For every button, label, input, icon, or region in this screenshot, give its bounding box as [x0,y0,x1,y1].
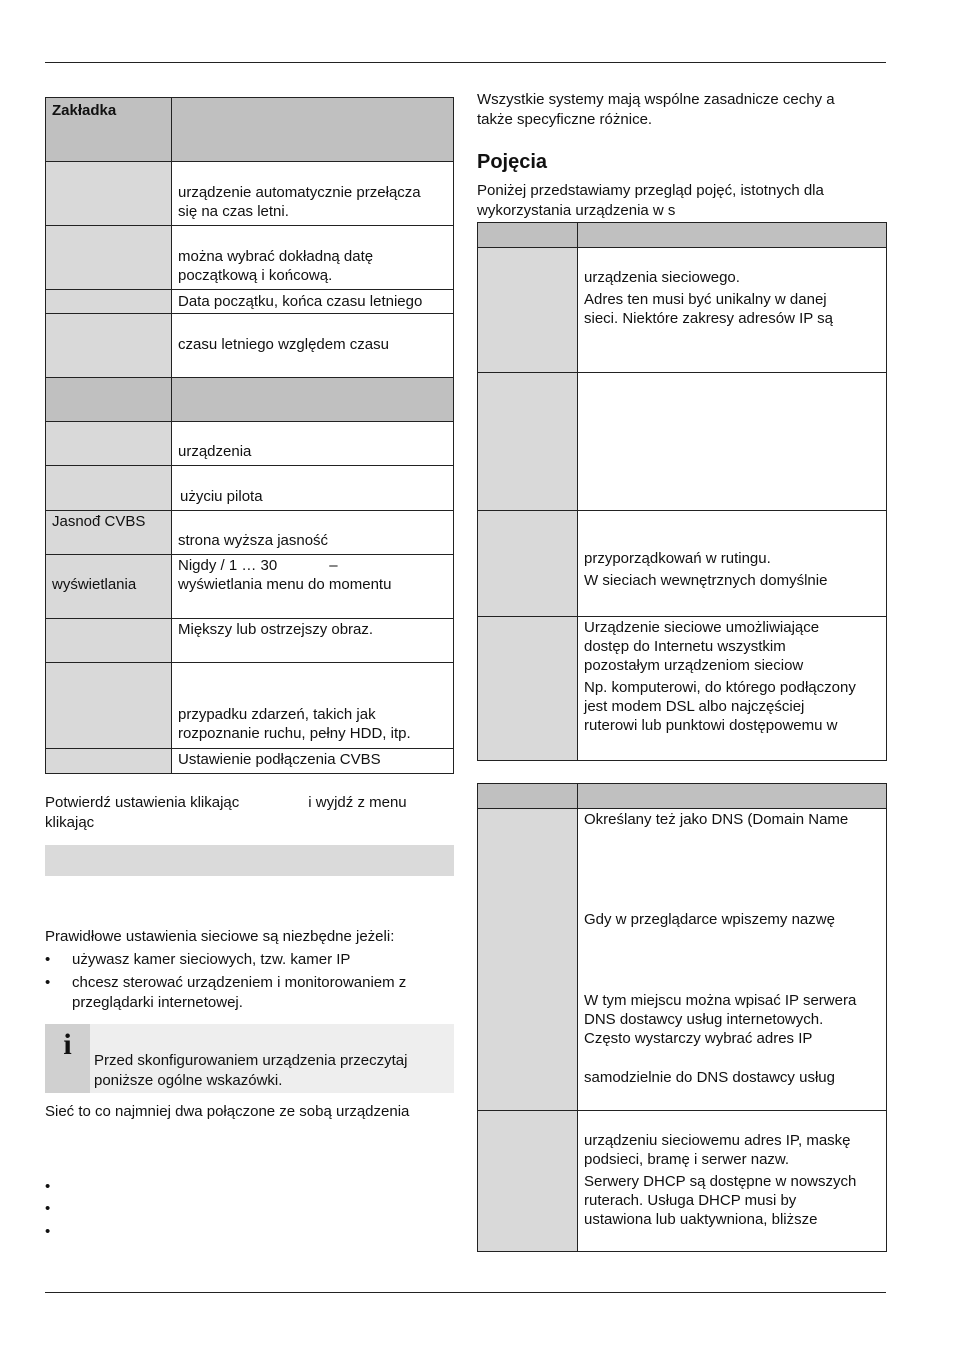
table-row-label [46,290,172,314]
settings-table [45,97,454,774]
table-section-label [46,378,172,422]
table-row-description: Określany też jako DNS (Domain Name Gdy w przeglądarce wpiszemy nazwę W tym miejscu można wpisać IP serwera DNS dostawcy usług internetowych. Często wystarczy wybrać adres IP samodzielnie do DNS dostawcy usług [578,809,887,1111]
table-row-label: wyświetlania [46,555,172,619]
table-row-value: Nigdy / 1 … 30 – wyświetlania menu do momentu [172,555,454,619]
table-row-term [478,1111,578,1252]
definitions-intro: Poniżej przedstawiamy przegląd pojęć, istotnych dla wykorzystania urządzenia w s [477,182,824,219]
table-row-value: Ustawienie podłączenia CVBS [172,749,454,774]
table-row-label: Jasnođ CVBS [46,511,172,555]
table-row-description: przyporządkowań w rutingu. W sieciach wewnętrznych domyślnie [578,511,887,617]
network-definition: Sieć to co najmniej dwa połączone ze sobą urządzenia [45,1103,410,1120]
table-header-term [478,223,578,248]
table-row-label [46,749,172,774]
confirm-text: Potwierdź ustawienia klikając i wyjdź z menu klikając [45,794,407,831]
bullet-marker: • [45,951,51,968]
table-header-description [578,223,887,248]
table-row-description: urządzenia sieciowego. Adres ten musi być unikalny w danej sieci. Niektóre zakresy adresów IP są [578,248,887,373]
list-item: używasz kamer sieciowych, tzw. kamer IP [72,951,351,968]
table-row-label [46,162,172,226]
network-intro: Prawidłowe ustawienia sieciowe są niezbędne jeżeli: [45,928,395,945]
bullet-marker: • [45,1223,51,1240]
list-item: chcesz sterować urządzeniem i monitorowaniem z przeglądarki internetowej. [72,974,407,1011]
table-row-value: przypadku zdarzeń, takich jak rozpoznanie ruchu, pełny HDD, itp. [172,663,454,749]
table-row-term [478,617,578,761]
section-heading-bar [45,845,454,876]
table-row-label [46,226,172,290]
table-row-label [46,619,172,663]
terms-table-2 [477,783,887,1252]
table-header-description [578,784,887,809]
table-row-value: strona wyższa jasność [172,511,454,555]
table-header-term [478,784,578,809]
top-rule [45,62,886,63]
table-row-description: urządzeniu sieciowemu adres IP, maskę podsieci, bramę i serwer nazw. Serwery DHCP są dostępne w nowszych ruterach. Usługa DHCP musi by ustawiona lub uaktywniona, bliższe [578,1111,887,1252]
info-text: Przed skonfigurowaniem urządzenia przeczytaj poniższe ogólne wskazówki. [94,1052,408,1089]
table-row-label [46,422,172,466]
terms-table-1 [477,222,887,761]
table-row-value: urządzenia [172,422,454,466]
table-row-value: użyciu pilota [172,466,454,511]
table-row-label [46,466,172,511]
bullet-marker: • [45,974,51,991]
table-header-tab: Zakładka [46,98,172,162]
table-row-description [578,373,887,511]
table-row-value: można wybrać dokładną datę początkową i końcową. [172,226,454,290]
info-note [45,1024,454,1093]
info-icon: i [45,1024,90,1093]
bullet-marker: • [45,1200,51,1217]
table-section-value [172,378,454,422]
table-row-description: Urządzenie sieciowe umożliwiające dostęp do Internetu wszystkim pozostałym urządzeniom sieciow Np. komputerowi, do którego podłączony jest modem DSL albo najczęściej ruterowi lub punktowi dostępowemu w [578,617,887,761]
bottom-rule [45,1292,886,1293]
table-row-term [478,248,578,373]
table-row-term [478,373,578,511]
bullet-marker: • [45,1178,51,1195]
table-header-description [172,98,454,162]
section-heading: Pojęcia [477,151,548,173]
table-row-value: urządzenie automatycznie przełącza się na czas letni. [172,162,454,226]
table-row-term [478,809,578,1111]
table-row-term [478,511,578,617]
intro-paragraph: Wszystkie systemy mają wspólne zasadnicze cechy a także specyficzne różnice. [477,91,835,128]
table-row-value: czasu letniego względem czasu [172,314,454,378]
table-row-value: Miększy lub ostrzejszy obraz. [172,619,454,663]
table-row-label [46,663,172,749]
table-row-value: Data początku, końca czasu letniego [172,290,454,314]
table-row-label [46,314,172,378]
